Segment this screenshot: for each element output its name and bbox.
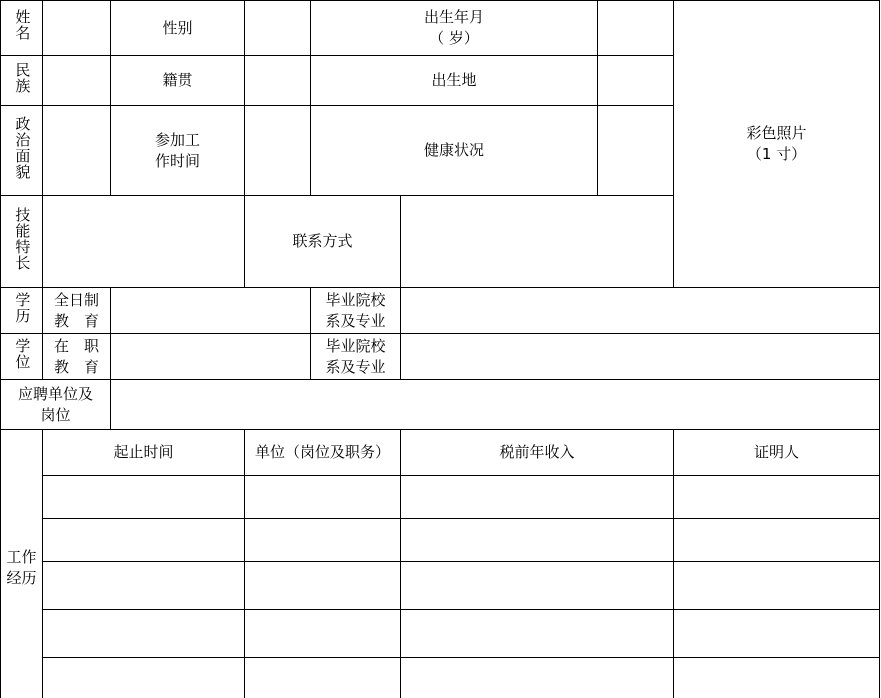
- political-label: 政治面貌: [13, 115, 32, 180]
- table-row: [1, 288, 880, 334]
- contact-label-cell: [245, 196, 401, 288]
- experience-cell-company[interactable]: [245, 562, 401, 610]
- health-label-cell: [311, 106, 598, 196]
- apply-position-label-cell: [1, 380, 111, 430]
- experience-cell-period[interactable]: [43, 658, 245, 698]
- field-onjob-school-value[interactable]: [401, 334, 880, 380]
- native-place-label: 籍贯: [162, 71, 193, 90]
- field-apply-position-value[interactable]: [111, 380, 880, 430]
- cell-degree-label: [1, 334, 43, 380]
- field-skill-value[interactable]: [43, 196, 245, 288]
- onjob-school-label-cell: [311, 334, 401, 380]
- table-row: [1, 519, 880, 562]
- photo-placeholder[interactable]: [674, 1, 880, 288]
- onjob-education-label-cell: [43, 334, 111, 380]
- field-health-value[interactable]: [598, 106, 674, 196]
- cell-education-label: [1, 288, 43, 334]
- birth-label-cell: [311, 1, 598, 56]
- apply-label-line2: 岗位: [40, 405, 71, 424]
- fulltime-school-label-cell: [311, 288, 401, 334]
- birthplace-label: 出生地: [431, 71, 477, 90]
- fulltime-label-line1: 全日制: [53, 290, 99, 309]
- field-fulltime-school-value[interactable]: [401, 288, 880, 334]
- field-birth-value[interactable]: [598, 1, 674, 56]
- experience-cell-referee[interactable]: [674, 476, 880, 519]
- experience-label: 工作经历: [6, 548, 37, 587]
- experience-header-referee: 证明人: [674, 430, 880, 476]
- experience-cell-period[interactable]: [43, 476, 245, 519]
- name-label: 姓名: [13, 9, 32, 42]
- work-start-label-cell: [111, 106, 245, 196]
- experience-cell-company[interactable]: [245, 519, 401, 562]
- field-contact-value[interactable]: [401, 196, 674, 288]
- experience-cell-referee[interactable]: [674, 562, 880, 610]
- fulltime-school-label-line1: 毕业院校: [325, 290, 386, 309]
- experience-cell-referee[interactable]: [674, 519, 880, 562]
- table-row: [1, 562, 880, 610]
- experience-cell-referee[interactable]: [674, 658, 880, 698]
- experience-cell-income[interactable]: [401, 519, 674, 562]
- cell-skill-label: [1, 196, 43, 288]
- experience-cell-income[interactable]: [401, 658, 674, 698]
- field-onjob-education-value[interactable]: [111, 334, 311, 380]
- table-row: [1, 658, 880, 698]
- photo-label-line1: 彩色照片: [746, 124, 807, 142]
- gender-label-cell: [111, 1, 245, 56]
- native-place-label-cell: [111, 56, 245, 106]
- fulltime-label-line2: 教 育: [53, 311, 99, 330]
- cell-nation-label: [1, 56, 43, 106]
- experience-cell-company[interactable]: [245, 476, 401, 519]
- onjob-label-line2: 教 育: [53, 357, 99, 376]
- skill-label: 技能特长: [13, 206, 32, 271]
- apply-label-line1: 应聘单位及: [17, 384, 93, 403]
- experience-cell-period[interactable]: [43, 519, 245, 562]
- experience-cell-period[interactable]: [43, 610, 245, 658]
- birth-label-line1: 出生年月: [424, 8, 485, 26]
- field-native-place-value[interactable]: [245, 56, 311, 106]
- field-nation-value[interactable]: [43, 56, 111, 106]
- table-row: [1, 334, 880, 380]
- experience-cell-income[interactable]: [401, 610, 674, 658]
- field-work-start-value[interactable]: [245, 106, 311, 196]
- field-fulltime-education-value[interactable]: [111, 288, 311, 334]
- birth-label-line2: （ 岁）: [429, 29, 479, 47]
- table-row: [1, 380, 880, 430]
- experience-header-period: 起止时间: [43, 430, 245, 476]
- photo-label-line2: （1 寸）: [746, 145, 807, 163]
- experience-cell-company[interactable]: [245, 658, 401, 698]
- experience-cell-income[interactable]: [401, 562, 674, 610]
- table-row: [1, 430, 880, 476]
- table-row: [1, 476, 880, 519]
- field-political-value[interactable]: [43, 106, 111, 196]
- experience-cell-period[interactable]: [43, 562, 245, 610]
- degree-label: 学位: [13, 337, 32, 370]
- nation-label: 民族: [13, 61, 32, 94]
- work-start-label-line2: 作时间: [154, 151, 200, 170]
- table-row: [1, 610, 880, 658]
- cell-name-label: [1, 1, 43, 56]
- health-label: 健康状况: [424, 141, 485, 160]
- experience-label-cell: [1, 430, 43, 698]
- cell-political-label: [1, 106, 43, 196]
- birthplace-label-cell: [311, 56, 598, 106]
- education-label: 学历: [13, 291, 32, 324]
- field-name-value[interactable]: [43, 1, 111, 56]
- experience-cell-company[interactable]: [245, 610, 401, 658]
- field-gender-value[interactable]: [245, 1, 311, 56]
- fulltime-school-label-line2: 系及专业: [325, 311, 386, 330]
- experience-header-income: 税前年收入: [401, 430, 674, 476]
- contact-label: 联系方式: [292, 232, 353, 251]
- work-start-label-line1: 参加工: [154, 130, 200, 149]
- onjob-school-label-line2: 系及专业: [325, 357, 386, 376]
- field-birthplace-value[interactable]: [598, 56, 674, 106]
- experience-header-company: 单位（岗位及职务）: [245, 430, 401, 476]
- onjob-label-line1: 在 职: [53, 336, 99, 355]
- table-row: [1, 1, 880, 56]
- experience-cell-referee[interactable]: [674, 610, 880, 658]
- fulltime-education-label-cell: [43, 288, 111, 334]
- experience-cell-income[interactable]: [401, 476, 674, 519]
- onjob-school-label-line1: 毕业院校: [325, 336, 386, 355]
- gender-label: 性别: [162, 18, 193, 37]
